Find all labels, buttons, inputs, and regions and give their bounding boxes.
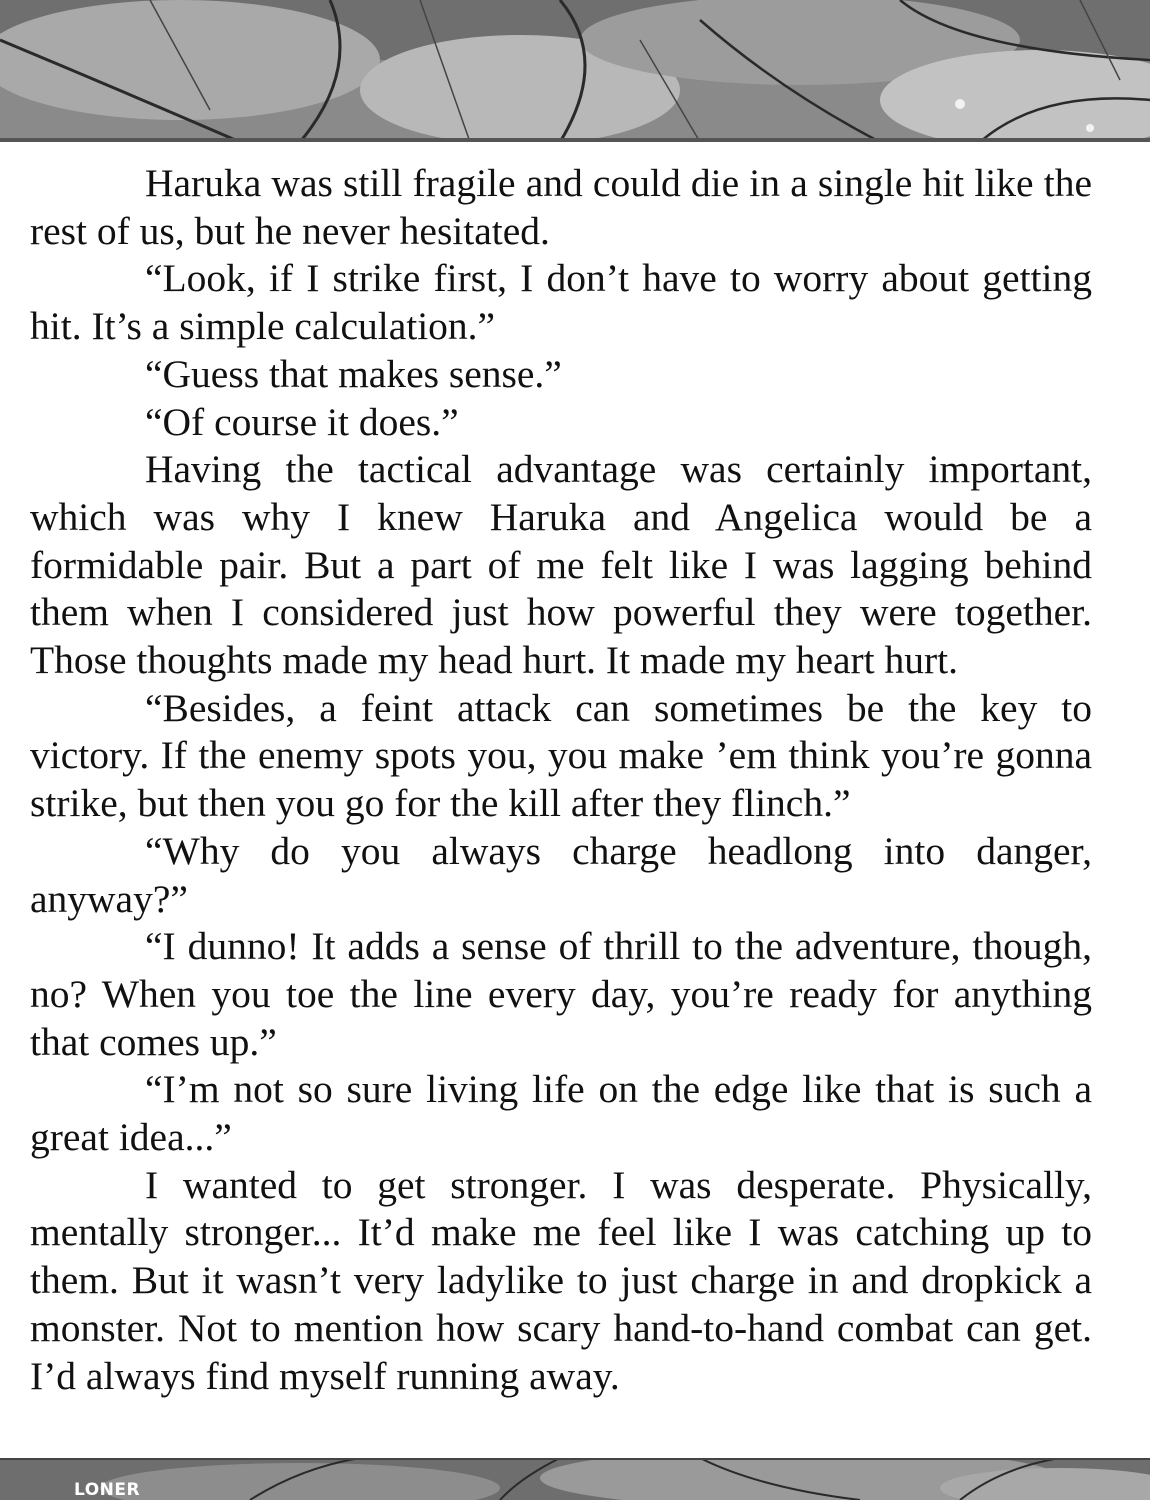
foliage-illustration <box>0 0 1150 142</box>
paragraph: Having the tactical advantage was certainly important, which was why I knew Haruka and Angelica would be a formidable pair. But a part of me felt like I was lagging behind them when I considered just how powerful they were together. Those thoughts made my head hurt. It made my heart hurt. <box>30 447 1092 683</box>
paragraph: I wanted to get stronger. I was desperate. Physically, mentally stronger... It’d make me feel like I was catching up to them. But it wasn’t very ladylike to just charge in and dropkick a monster. Not to mention how scary hand-to-hand combat can get. I’d always find myself running away. <box>30 1162 1092 1398</box>
paragraph: “I’m not so sure living life on the edge like that is such a great idea...” <box>30 1067 1092 1160</box>
paragraph: “Look, if I strike first, I don’t have to worry about getting hit. It’s a simple calculation.” <box>30 256 1092 349</box>
paragraph: “Guess that makes sense.” <box>145 351 562 396</box>
running-head: LONER <box>74 1480 141 1500</box>
paragraph: “Of course it does.” <box>145 399 459 444</box>
footer-illustration <box>0 1458 1150 1500</box>
body-text <box>30 160 1092 1400</box>
paragraph: “I dunno! It adds a sense of thrill to the adventure, though, no? When you toe the line every day, you’re ready for anything that comes up.” <box>30 924 1092 1064</box>
paragraph: “Why do you always charge headlong into danger, anyway?” <box>30 828 1092 921</box>
bottom-illustration-banner <box>0 1458 1150 1500</box>
paragraph: “Besides, a feint attack can sometimes be the key to victory. If the enemy spots you, you make ’em think you’re gonna strike, but then you go for the kill after they flinch.” <box>30 685 1092 826</box>
top-illustration-banner <box>0 0 1150 142</box>
paragraph: Haruka was still fragile and could die in a single hit like the rest of us, but he never hesitated. <box>30 161 1092 253</box>
